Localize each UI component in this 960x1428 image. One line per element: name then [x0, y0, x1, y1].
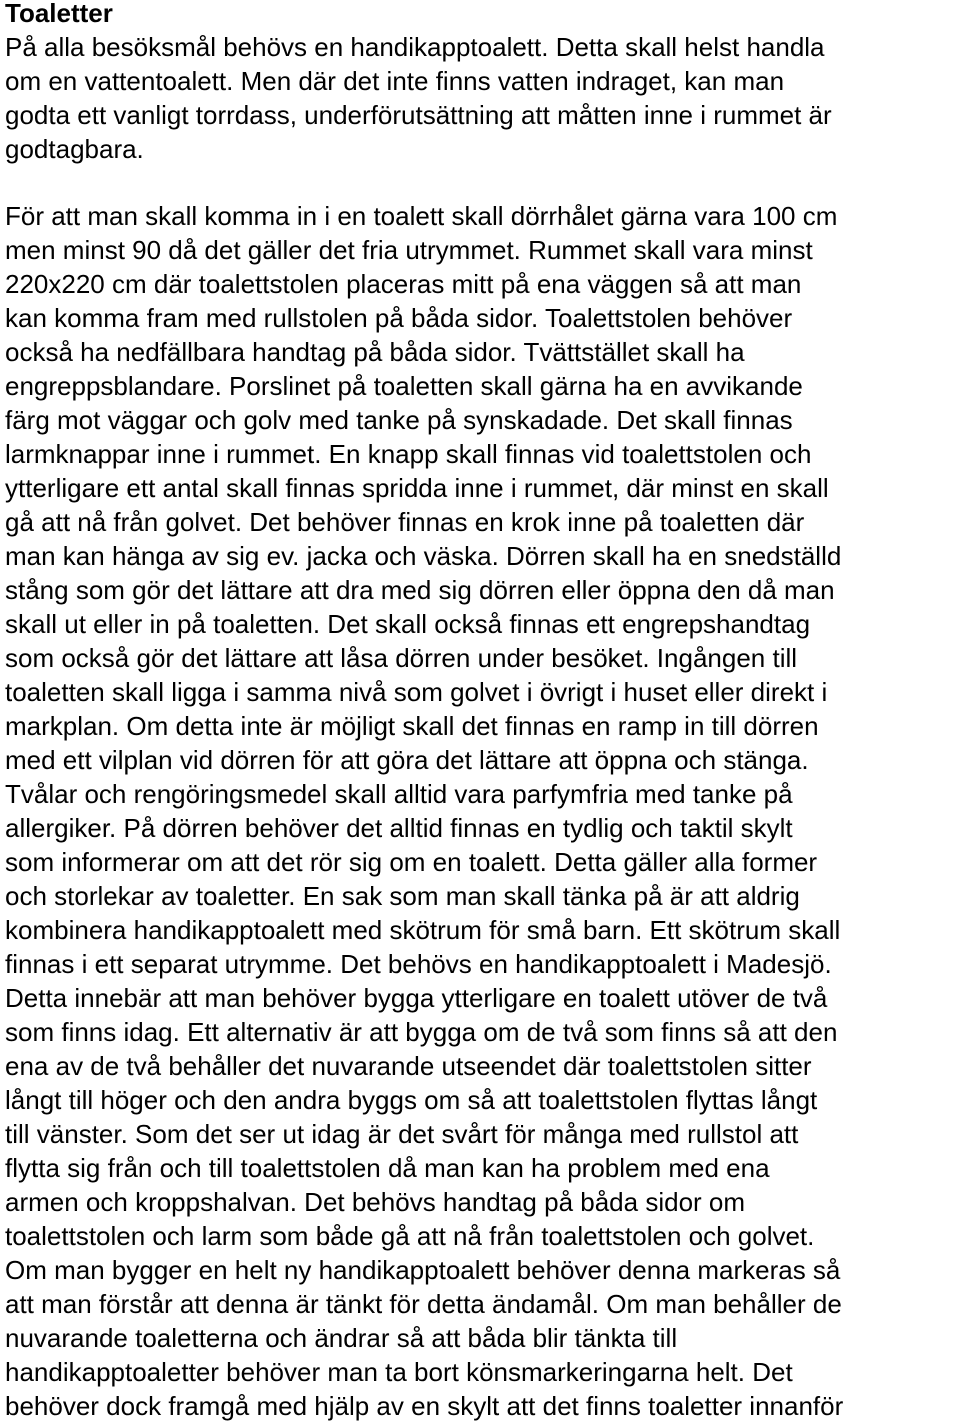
text-line: som informerar om att det rör sig om en toalett. Detta gäller alla former — [5, 847, 818, 877]
text-line: nuvarande toaletterna och ändrar så att båda blir tänkta till — [5, 1323, 678, 1353]
text-line: Om man bygger en helt ny handikapptoalett behöver denna markeras så — [5, 1255, 841, 1285]
text-line: gå att nå från golvet. Det behöver finnas en krok inne på toaletten där — [5, 507, 805, 537]
text-line: larmknappar inne i rummet. En knapp skall finnas vid toalettstolen och — [5, 439, 812, 469]
text-line: skall ut eller in på toaletten. Det skall också finnas ett engrepshandtag — [5, 609, 811, 639]
text-line: med ett vilplan vid dörren för att göra det lättare att öppna och stänga. — [5, 745, 809, 775]
text-line: stång som gör det lättare att dra med sig dörren eller öppna den då man — [5, 575, 835, 605]
text-line: kombinera handikapptoalett med skötrum för små barn. Ett skötrum skall — [5, 915, 841, 945]
text-line: På alla besöksmål behövs en handikapptoalett. Detta skall helst handla — [5, 32, 825, 62]
text-line: handikapptoaletter behöver man ta bort könsmarkeringarna helt. Det — [5, 1357, 793, 1387]
paragraph-spacer — [5, 166, 960, 199]
text-line: godta ett vanligt torrdass, underförutsättning att måtten inne i rummet är — [5, 100, 832, 130]
text-line: Detta innebär att man behöver bygga ytterligare en toalett utöver de två — [5, 983, 828, 1013]
text-line: finnas i ett separat utrymme. Det behövs en handikapptoalett i Madesjö. — [5, 949, 832, 979]
paragraph-requirements — [5, 199, 960, 1423]
text-line: godtagbara. — [5, 134, 144, 164]
text-line: färg mot väggar och golv med tanke på synskadade. Det skall finnas — [5, 405, 793, 435]
text-line: också ha nedfällbara handtag på båda sidor. Tvättstället skall ha — [5, 337, 745, 367]
text-line: ena av de två behåller det nuvarande utseendet där toalettstolen sitter — [5, 1051, 812, 1081]
text-line: allergiker. På dörren behöver det alltid finnas en tydlig och taktil skylt — [5, 813, 793, 843]
text-line: Tvålar och rengöringsmedel skall alltid vara parfymfria med tanke på — [5, 779, 793, 809]
text-line: kan komma fram med rullstolen på båda sidor. Toalettstolen behöver — [5, 303, 793, 333]
text-line: som också gör det lättare att låsa dörren under besöket. Ingången till — [5, 643, 798, 673]
text-line: 220x220 cm där toalettstolen placeras mitt på ena väggen så att man — [5, 269, 802, 299]
text-line: som finns idag. Ett alternativ är att bygga om de två som finns så att den — [5, 1017, 838, 1047]
text-line: flytta sig från och till toalettstolen då man kan ha problem med ena — [5, 1153, 770, 1183]
text-line: armen och kroppshalvan. Det behövs handtag på båda sidor om — [5, 1187, 746, 1217]
text-line: För att man skall komma in i en toalett skall dörrhålet gärna vara 100 cm — [5, 201, 838, 231]
text-line: att man förstår att denna är tänkt för detta ändamål. Om man behåller de — [5, 1289, 842, 1319]
text-line: men minst 90 då det gäller det fria utrymmet. Rummet skall vara minst — [5, 235, 813, 265]
text-line: markplan. Om detta inte är möjligt skall det finnas en ramp in till dörren — [5, 711, 819, 741]
text-line: om en vattentoalett. Men där det inte finns vatten indraget, kan man — [5, 66, 785, 96]
paragraph-intro — [5, 30, 960, 166]
document-page — [5, 0, 960, 1423]
text-line: toalettstolen och larm som både gå att nå från toalettstolen och golvet. — [5, 1221, 815, 1251]
text-line: och storlekar av toaletter. En sak som man skall tänka på är att aldrig — [5, 881, 800, 911]
page-title: Toaletter — [5, 0, 113, 28]
text-line: till vänster. Som det ser ut idag är det svårt för många med rullstol att — [5, 1119, 799, 1149]
text-line: behöver dock framgå med hjälp av en skylt att det finns toaletter innanför — [5, 1391, 844, 1421]
text-line: engreppsblandare. Porslinet på toaletten skall gärna ha en avvikande — [5, 371, 803, 401]
text-line: toaletten skall ligga i samma nivå som golvet i övrigt i huset eller direkt i — [5, 677, 828, 707]
text-line: ytterligare ett antal skall finnas spridda inne i rummet, där minst en skall — [5, 473, 829, 503]
text-line: långt till höger och den andra byggs om så att toalettstolen flyttas långt — [5, 1085, 818, 1115]
text-line: man kan hänga av sig ev. jacka och väska. Dörren skall ha en snedställd — [5, 541, 842, 571]
